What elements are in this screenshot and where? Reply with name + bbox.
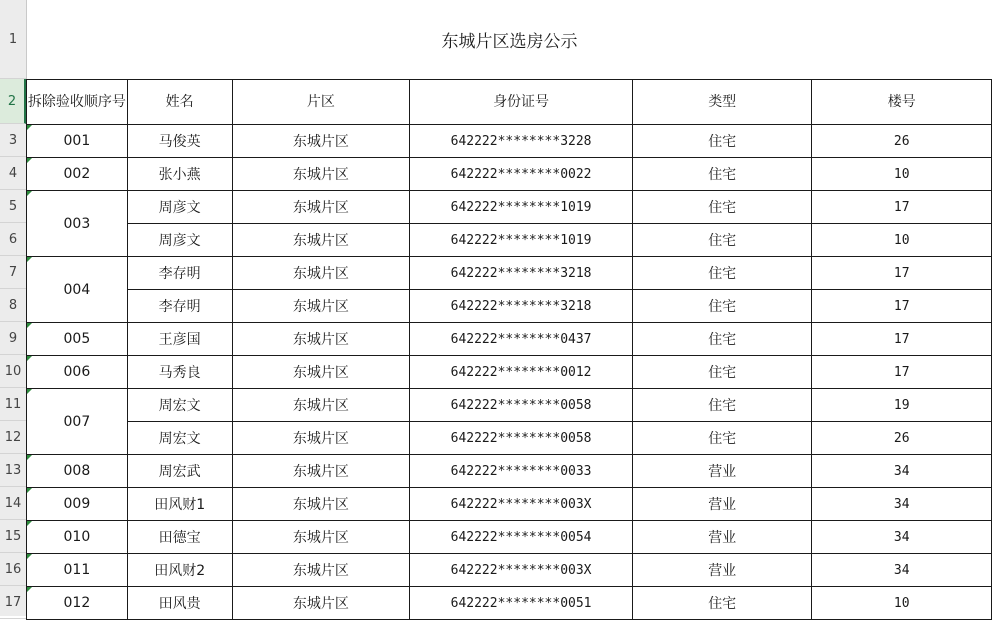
seq-cell[interactable]: 012 [27, 587, 128, 620]
row-number[interactable]: 10 [0, 355, 26, 388]
row-number[interactable]: 8 [0, 289, 26, 322]
row-number[interactable]: 12 [0, 421, 26, 454]
data-table [26, 79, 992, 620]
district-cell[interactable]: 东城片区 [232, 587, 410, 620]
district-cell[interactable]: 东城片区 [232, 257, 410, 290]
building-cell[interactable]: 26 [812, 125, 992, 158]
seq-cell[interactable]: 009 [27, 488, 128, 521]
header-id[interactable]: 身份证号 [410, 80, 633, 125]
name-cell[interactable]: 李存明 [127, 290, 232, 323]
name-cell[interactable]: 田风财2 [127, 554, 232, 587]
header-district[interactable]: 片区 [232, 80, 410, 125]
error-indicator-icon [27, 554, 32, 559]
table-row [27, 422, 992, 455]
id-cell[interactable]: 642222********003X [410, 554, 633, 587]
name-cell[interactable]: 马秀良 [127, 356, 232, 389]
district-cell[interactable]: 东城片区 [232, 290, 410, 323]
header-row [27, 80, 992, 125]
id-cell[interactable]: 642222********0437 [410, 323, 633, 356]
seq-cell[interactable]: 011 [27, 554, 128, 587]
district-cell[interactable]: 东城片区 [232, 455, 410, 488]
name-cell[interactable]: 马俊英 [127, 125, 232, 158]
table-row [27, 257, 992, 290]
error-indicator-icon [27, 257, 32, 262]
header-name[interactable]: 姓名 [127, 80, 232, 125]
seq-cell[interactable]: 004 [27, 257, 128, 323]
name-cell[interactable]: 田风贵 [127, 587, 232, 620]
name-cell[interactable]: 王彦国 [127, 323, 232, 356]
type-cell[interactable]: 住宅 [632, 356, 812, 389]
row-number[interactable]: 11 [0, 388, 26, 421]
district-cell[interactable]: 东城片区 [232, 224, 410, 257]
error-indicator-icon [27, 521, 32, 526]
building-cell[interactable]: 34 [812, 488, 992, 521]
id-cell[interactable]: 642222********0051 [410, 587, 633, 620]
district-cell[interactable]: 东城片区 [232, 158, 410, 191]
table-row [27, 125, 992, 158]
row-number[interactable]: 2 [0, 79, 26, 124]
id-cell[interactable]: 642222********0022 [410, 158, 633, 191]
table-row [27, 554, 992, 587]
building-cell[interactable]: 34 [812, 554, 992, 587]
id-cell[interactable]: 642222********0054 [410, 521, 633, 554]
seq-cell[interactable]: 006 [27, 356, 128, 389]
type-cell[interactable]: 住宅 [632, 290, 812, 323]
seq-cell[interactable]: 010 [27, 521, 128, 554]
header-type[interactable]: 类型 [632, 80, 812, 125]
name-cell[interactable]: 田风财1 [127, 488, 232, 521]
error-indicator-icon [27, 158, 32, 163]
name-cell[interactable]: 张小燕 [127, 158, 232, 191]
row-number[interactable]: 1 [0, 0, 26, 79]
seq-cell[interactable]: 005 [27, 323, 128, 356]
building-cell[interactable]: 34 [812, 455, 992, 488]
id-cell[interactable]: 642222********0033 [410, 455, 633, 488]
id-cell[interactable]: 642222********3228 [410, 125, 633, 158]
type-cell[interactable]: 住宅 [632, 587, 812, 620]
error-indicator-icon [27, 191, 32, 196]
type-cell[interactable]: 住宅 [632, 125, 812, 158]
seq-cell[interactable]: 008 [27, 455, 128, 488]
table-row [27, 158, 992, 191]
error-indicator-icon [27, 455, 32, 460]
table-row [27, 389, 992, 422]
name-cell[interactable]: 李存明 [127, 257, 232, 290]
district-cell[interactable]: 东城片区 [232, 191, 410, 224]
seq-cell[interactable]: 001 [27, 125, 128, 158]
building-cell[interactable]: 10 [812, 224, 992, 257]
row-number[interactable]: 7 [0, 256, 26, 289]
error-indicator-icon [27, 125, 32, 130]
error-indicator-icon [27, 389, 32, 394]
row-number[interactable]: 14 [0, 487, 26, 520]
seq-cell[interactable]: 007 [27, 389, 128, 455]
type-cell[interactable]: 住宅 [632, 323, 812, 356]
error-indicator-icon [27, 356, 32, 361]
building-cell[interactable]: 10 [812, 158, 992, 191]
row-number[interactable]: 4 [0, 157, 26, 190]
building-cell[interactable]: 17 [812, 191, 992, 224]
building-cell[interactable]: 19 [812, 389, 992, 422]
building-cell[interactable]: 17 [812, 356, 992, 389]
row-number[interactable]: 6 [0, 223, 26, 256]
type-cell[interactable]: 住宅 [632, 422, 812, 455]
sheet-title: 东城片区选房公示 [441, 32, 578, 52]
id-cell[interactable]: 642222********0012 [410, 356, 633, 389]
row-number[interactable]: 13 [0, 454, 26, 487]
name-cell[interactable]: 周宏文 [127, 389, 232, 422]
name-cell[interactable]: 周宏文 [127, 422, 232, 455]
table-row [27, 290, 992, 323]
table-row [27, 587, 992, 620]
type-cell[interactable]: 营业 [632, 455, 812, 488]
row-number[interactable]: 16 [0, 553, 26, 586]
id-cell[interactable]: 642222********3218 [410, 257, 633, 290]
table-row [27, 323, 992, 356]
type-cell[interactable]: 住宅 [632, 389, 812, 422]
id-cell[interactable]: 642222********003X [410, 488, 633, 521]
type-cell[interactable]: 住宅 [632, 191, 812, 224]
district-cell[interactable]: 东城片区 [232, 488, 410, 521]
district-cell[interactable]: 东城片区 [232, 422, 410, 455]
row-header-column [0, 0, 27, 616]
table-row [27, 455, 992, 488]
seq-cell[interactable]: 003 [27, 191, 128, 257]
header-seq[interactable]: 拆除验收顺序号 [27, 80, 128, 125]
building-cell[interactable]: 34 [812, 521, 992, 554]
error-indicator-icon [27, 587, 32, 592]
type-cell[interactable]: 营业 [632, 521, 812, 554]
type-cell[interactable]: 营业 [632, 554, 812, 587]
table-row [27, 356, 992, 389]
seq-cell[interactable]: 002 [27, 158, 128, 191]
district-cell[interactable]: 东城片区 [232, 125, 410, 158]
name-cell[interactable]: 田德宝 [127, 521, 232, 554]
building-cell[interactable]: 26 [812, 422, 992, 455]
district-cell[interactable]: 东城片区 [232, 521, 410, 554]
district-cell[interactable]: 东城片区 [232, 356, 410, 389]
id-cell[interactable]: 642222********3218 [410, 290, 633, 323]
type-cell[interactable]: 住宅 [632, 224, 812, 257]
id-cell[interactable]: 642222********0058 [410, 422, 633, 455]
building-cell[interactable]: 17 [812, 257, 992, 290]
name-cell[interactable]: 周宏武 [127, 455, 232, 488]
table-row [27, 224, 992, 257]
district-cell[interactable]: 东城片区 [232, 323, 410, 356]
id-cell[interactable]: 642222********1019 [410, 224, 633, 257]
row-number[interactable]: 17 [0, 586, 26, 619]
row-number[interactable]: 5 [0, 190, 26, 223]
row-number[interactable]: 3 [0, 124, 26, 157]
name-cell[interactable]: 周彦文 [127, 191, 232, 224]
row-number[interactable]: 15 [0, 520, 26, 553]
type-cell[interactable]: 住宅 [632, 257, 812, 290]
building-cell[interactable]: 17 [812, 323, 992, 356]
district-cell[interactable]: 东城片区 [232, 389, 410, 422]
district-cell[interactable]: 东城片区 [232, 554, 410, 587]
row-number[interactable]: 9 [0, 322, 26, 355]
table-row [27, 191, 992, 224]
id-cell[interactable]: 642222********1019 [410, 191, 633, 224]
id-cell[interactable]: 642222********0058 [410, 389, 633, 422]
table-row [27, 521, 992, 554]
building-cell[interactable]: 10 [812, 587, 992, 620]
type-cell[interactable]: 营业 [632, 488, 812, 521]
name-cell[interactable]: 周彦文 [127, 224, 232, 257]
header-building[interactable]: 楼号 [812, 80, 992, 125]
type-cell[interactable]: 住宅 [632, 158, 812, 191]
error-indicator-icon [27, 323, 32, 328]
table-row [27, 488, 992, 521]
sheet-title-cell[interactable] [27, 0, 992, 79]
building-cell[interactable]: 17 [812, 290, 992, 323]
error-indicator-icon [27, 488, 32, 493]
